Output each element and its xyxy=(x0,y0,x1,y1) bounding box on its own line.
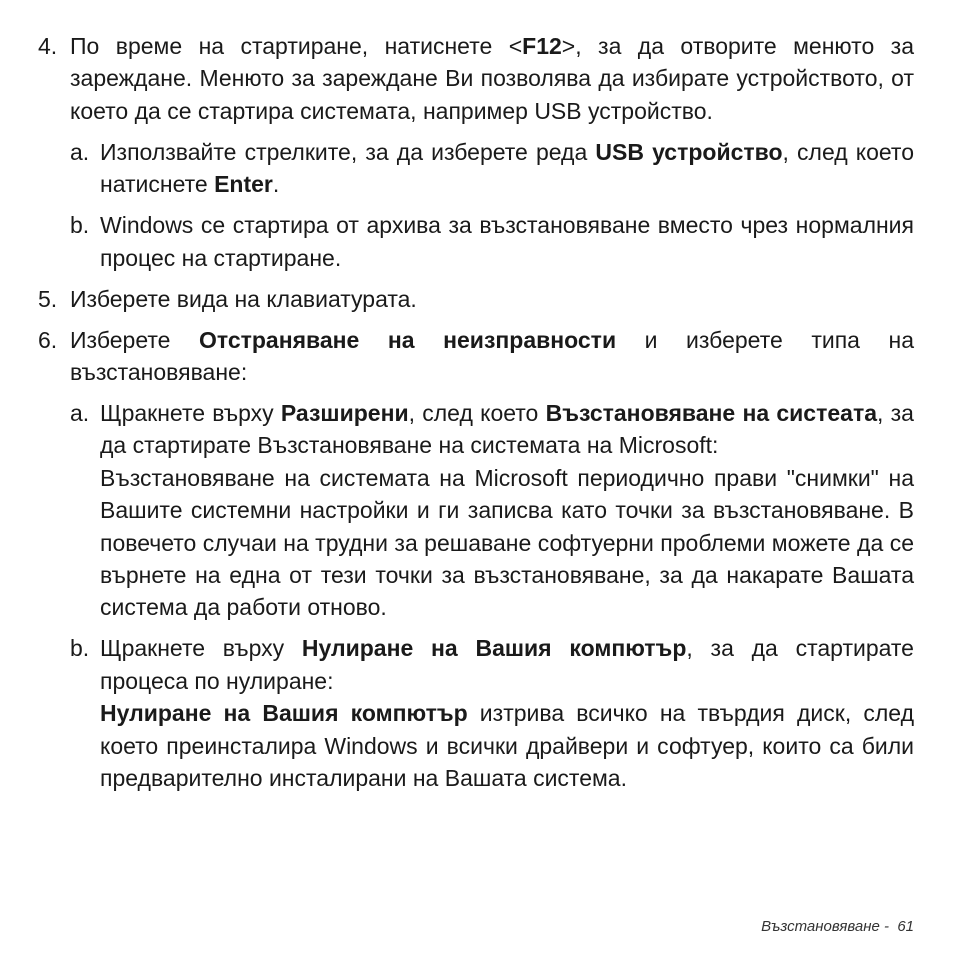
item-text: Windows се стартира от архива за възстановяване вместо чрез нормалния процес на стартиране. xyxy=(100,212,914,271)
list-item-4 xyxy=(38,30,914,127)
option-name: Разширени xyxy=(280,400,409,427)
item-description xyxy=(100,697,914,794)
list-item-6a xyxy=(38,397,914,624)
item-text: изтрива всичко на твърдия диск, след което преинсталира Windows и всички драйвери и софтуер, които са били предварително инсталирани на Вашата система. xyxy=(100,700,914,792)
key-name: F12 xyxy=(522,33,562,59)
option-name: Нулиране на Вашия компютър xyxy=(100,700,468,727)
list-marker: 5. xyxy=(38,285,58,312)
key-name: Enter xyxy=(214,171,273,198)
item-text: Изберете вида на клавиатурата. xyxy=(70,285,417,312)
item-description: Възстановяване на системата на Microsoft периодично прави "снимки" на Вашите системни настройки и ги записва като точки за възстановяване. В повечето случаи на трудни за решаване софтуерни проблеми можете да се върнете на една от тези точки за възстановяване, за да накарате Вашата система да работи отново. xyxy=(100,464,914,621)
item-text: , за да стартирате Възстановяване на системата на Microsoft: xyxy=(100,400,914,459)
item-paragraph xyxy=(100,397,914,462)
list-item-5 xyxy=(38,283,914,315)
page-number: 61 xyxy=(897,918,914,935)
item-text: , за да стартирате процеса по нулиране: xyxy=(100,635,914,694)
list-marker: a. xyxy=(70,138,90,165)
item-text: По време на стартиране, натиснете < xyxy=(70,33,523,59)
page-footer xyxy=(761,917,914,937)
option-name: Възстановяване на систеата xyxy=(545,400,877,427)
item-text: , след което xyxy=(408,400,546,427)
option-name: Нулиране на Вашия компютър xyxy=(301,635,687,662)
item-text: >, за да отворите менюто за зареждане. Менюто за зареждане Ви позволява да избирате устройството, от което да се стартира системата, например USB устройство. xyxy=(70,33,914,124)
document-body xyxy=(38,30,914,803)
item-text: Използвайте стрелките, за да изберете реда xyxy=(100,138,596,165)
list-marker: a. xyxy=(70,400,90,427)
item-text: . xyxy=(272,171,280,198)
list-item-4b xyxy=(38,209,914,274)
list-marker: 6. xyxy=(38,326,58,353)
list-item-6b xyxy=(38,632,914,794)
list-item-6 xyxy=(38,324,914,389)
list-marker: 4. xyxy=(38,33,58,59)
item-text: Изберете xyxy=(70,326,199,353)
item-paragraph xyxy=(100,632,914,697)
list-marker: b. xyxy=(70,635,90,662)
footer-section-title: Възстановяване - xyxy=(761,918,889,935)
list-item-4a xyxy=(38,136,914,201)
item-text: Щракнете върху xyxy=(100,400,281,427)
list-marker: b. xyxy=(70,212,90,239)
item-text: Щракнете върху xyxy=(100,635,302,662)
option-name: Отстраняване на неизправности xyxy=(198,326,617,353)
option-name: USB устройство xyxy=(595,138,783,165)
item-text: , след което натиснете xyxy=(100,138,914,198)
item-text: и изберете типа на възстановяване: xyxy=(70,326,914,386)
